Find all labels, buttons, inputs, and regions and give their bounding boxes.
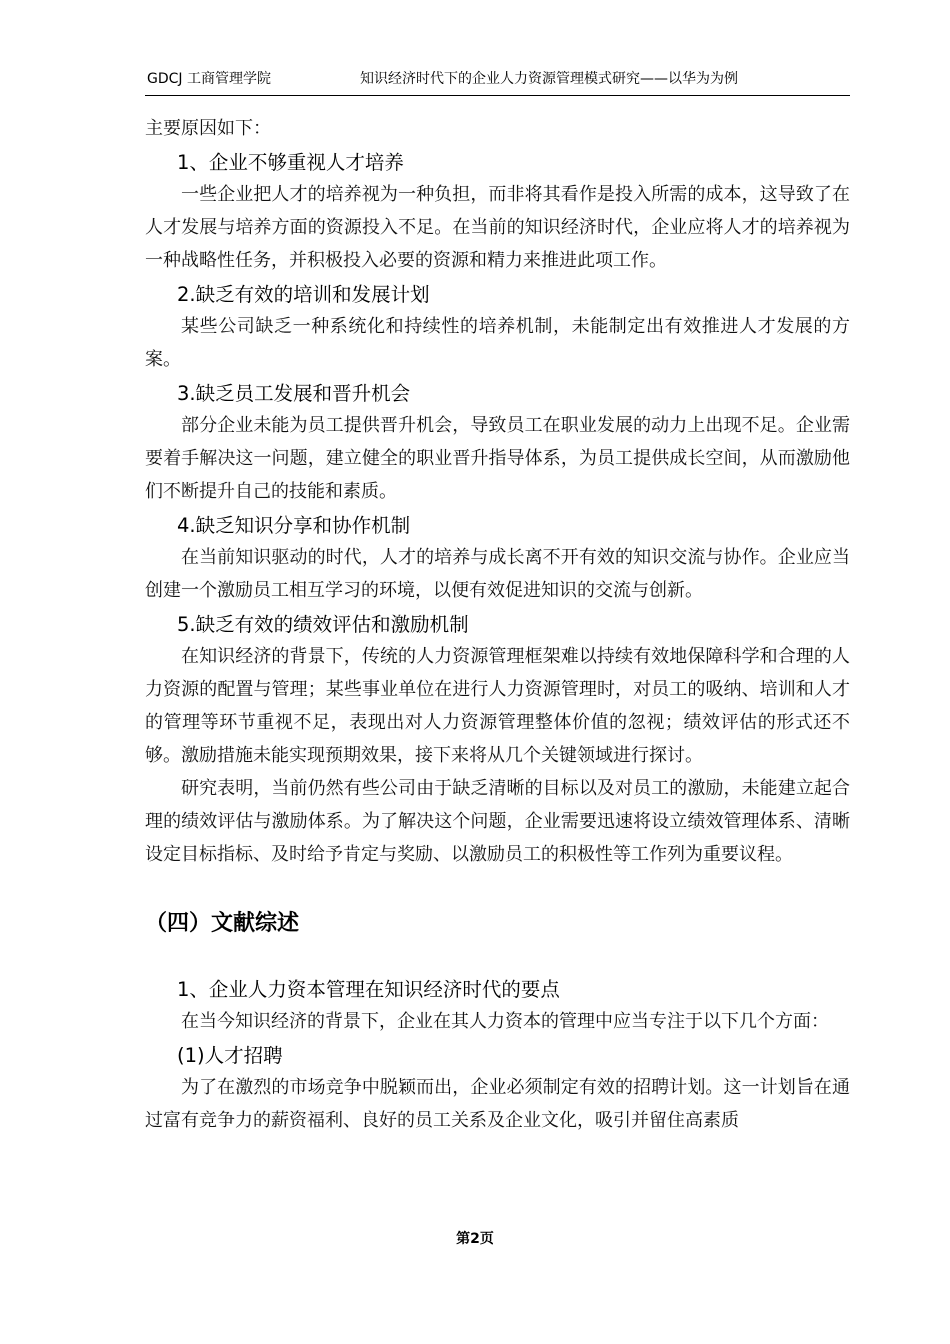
section-heading: （四）文献综述: [145, 911, 300, 936]
paragraph-3: 部分企业未能为员工提供晋升机会，导致员工在职业发展的动力上出现不足。企业需要着手解决这一问题，建立健全的职业晋升指导体系，为员工提供成长空间，从而激励他们不断提升自己的技能和素质。: [145, 415, 850, 502]
paragraph-4: 在当前知识驱动的时代，人才的培养与成长离不开有效的知识交流与协作。企业应当创建一个激励员工相互学习的环境，以便有效促进知识的交流与创新。: [145, 547, 850, 601]
intro-paragraph: 主要原因如下：: [145, 118, 271, 139]
subheading-5: 5.缺乏有效的绩效评估和激励机制: [177, 613, 469, 636]
header-school: GDCJ 工商管理学院: [147, 71, 271, 87]
paragraph-5: 在知识经济的背景下，传统的人力资源管理框架难以持续有效地保障科学和合理的人力资源的配置与管理；某些事业单位在进行人力资源管理时，对员工的吸纳、培训和人才的管理等环节重视不足，表现出对人力资源管理整体价值的忽视；绩效评估的形式还不够。激励措施未能实现预期效果，接下来将从几个关键领域进行探讨。: [145, 646, 850, 766]
paragraph-7: 在当今知识经济的背景下，企业在其人力资本的管理中应当专注于以下几个方面：: [181, 1011, 829, 1032]
subheading-3: 3.缺乏员工发展和晋升机会: [177, 382, 411, 405]
subheading-4: 4.缺乏知识分享和协作机制: [177, 514, 411, 537]
paragraph-1: 一些企业把人才的培养视为一种负担，而非将其看作是投入所需的成本，这导致了在人才发展与培养方面的资源投入不足。在当前的知识经济时代，企业应将人才的培养视为一种战略性任务，并积极投入必要的资源和精力来推进此项工作。: [145, 184, 850, 271]
paragraph-2: 某些公司缺乏一种系统化和持续性的培养机制，未能制定出有效推进人才发展的方案。: [145, 316, 850, 370]
subheading-7: (1)人才招聘: [177, 1044, 283, 1067]
header-title: 知识经济时代下的企业人力资源管理模式研究——以华为为例: [360, 71, 738, 87]
page-number: 第2页: [456, 1231, 494, 1247]
subheading-1: 1、企业不够重视人才培养: [177, 151, 404, 174]
subheading-2: 2.缺乏有效的培训和发展计划: [177, 283, 430, 306]
subheading-6: 1、企业人力资本管理在知识经济时代的要点: [177, 978, 560, 1001]
paragraph-6: 研究表明，当前仍然有些公司由于缺乏清晰的目标以及对员工的激励，未能建立起合理的绩效评估与激励体系。为了解决这个问题，企业需要迅速将设立绩效管理体系、清晰设定目标指标、及时给予肯定与奖励、以激励员工的积极性等工作列为重要议程。: [145, 778, 850, 865]
main-content: [145, 112, 850, 1137]
header-divider: [145, 95, 850, 96]
paragraph-8: 为了在激烈的市场竞争中脱颖而出，企业必须制定有效的招聘计划。这一计划旨在通过富有竞争力的薪资福利、良好的员工关系及企业文化，吸引并留住高素质: [145, 1077, 850, 1131]
